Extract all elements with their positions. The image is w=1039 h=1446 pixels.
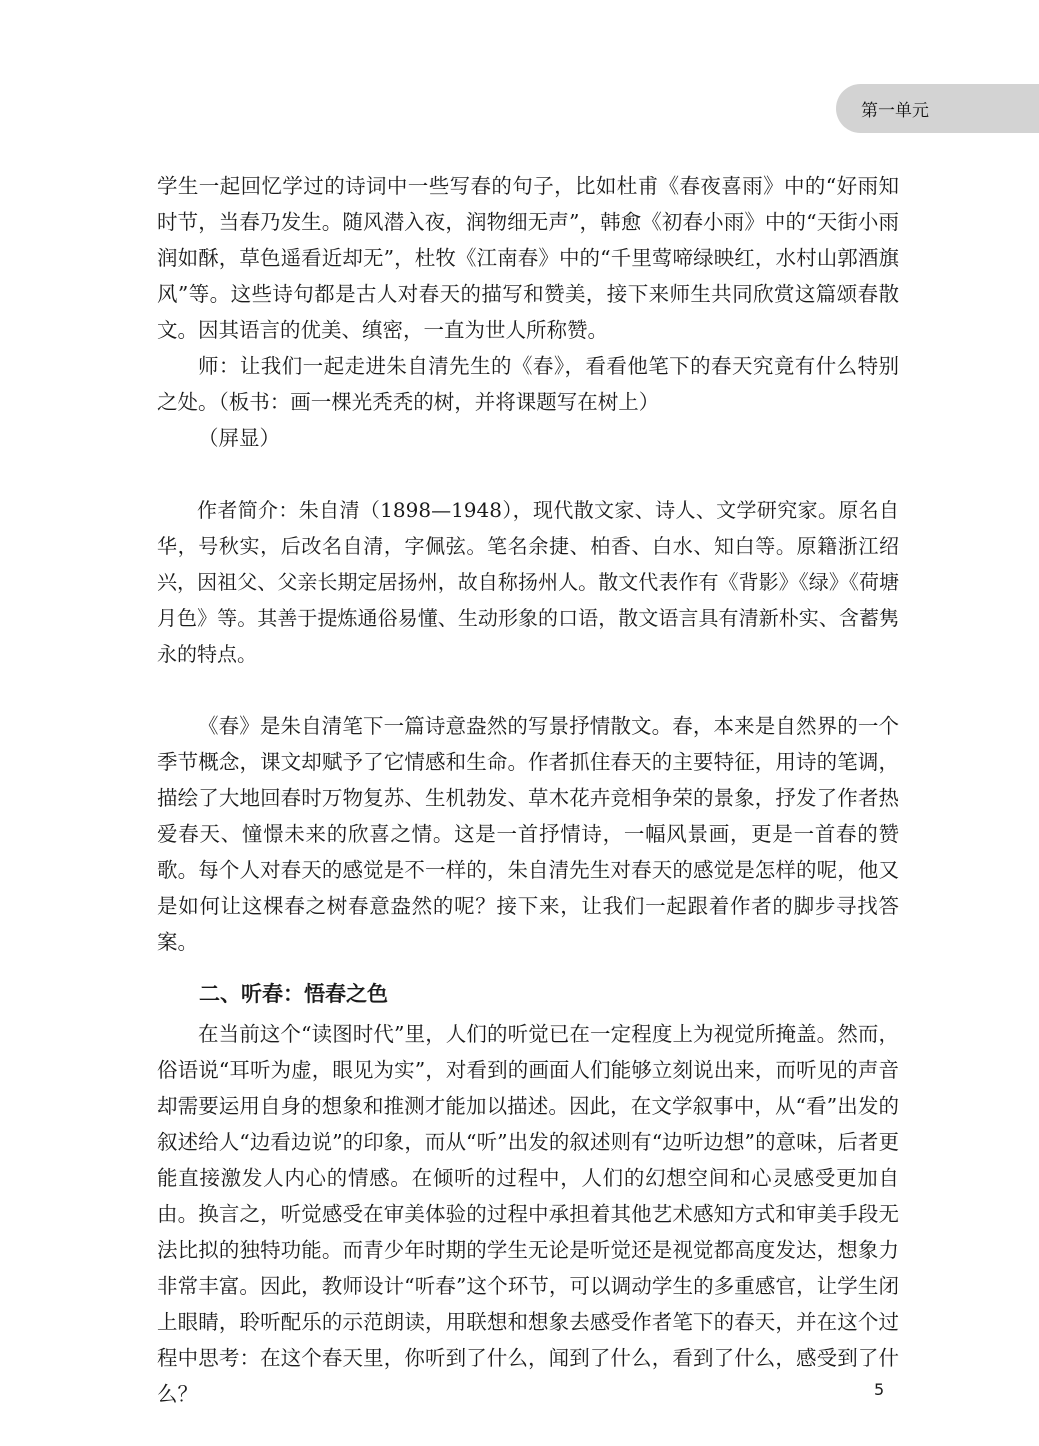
page-number: 5 [874, 1380, 885, 1399]
paragraph-listen-spring: 在当前这个“读图时代”里，人们的听觉已在一定程度上为视觉所掩盖。然而，俗语说“耳听为虚，眼见为实”，对看到的画面人们能够立刻说出来，而听见的声音却需要运用自身的想象和推测才能加以描述。因此，在文学叙事中，从“看”出发的叙述给人“边看边说”的印象，而从“听”出发的叙述则有“边听边想”的意味，后者更能直接激发人内心的情感。在倾听的过程中，人们的幻想空间和心灵感受更加自由。换言之，听觉感受在审美体验的过程中承担着其他艺术感知方式和审美手段无法比拟的独特功能。而青少年时期的学生无论是听觉还是视觉都高度发达，想象力非常丰富。因此，教师设计“听春”这个环节，可以调动学生的多重感官，让学生闭上眼睛，聆听配乐的示范朗读，用联想和想象去感受作者笔下的春天，并在这个过程中思考：在这个春天里，你听到了什么，闻到了什么，看到了什么，感受到了什么？ [157, 1022, 899, 1406]
spacer [157, 672, 899, 708]
page-content [157, 168, 899, 1412]
paragraph-spring-intro: 《春》是朱自清笔下一篇诗意盎然的写景抒情散文。春，本来是自然界的一个季节概念，课文却赋予了它情感和生命。作者抓住春天的主要特征，用诗的笔调，描绘了大地回春时万物复苏、生机勃发、草木花卉竞相争荣的景象，抒发了作者热爱春天、憧憬未来的欣喜之情。这是一首抒情诗，一幅风景画，更是一首春的赞歌。每个人对春天的感觉是不一样的，朱自清先生对春天的感觉是怎样的呢，他又是如何让这棵春之树春意盎然的呢？接下来，让我们一起跟着作者的脚步寻找答案。 [157, 714, 899, 954]
unit-tab [836, 84, 1039, 133]
author-intro: 作者简介：朱自清（1898—1948），现代散文家、诗人、文学研究家。原名自华，号秋实，后改名自清，字佩弦。笔名余捷、柏香、白水、知白等。原籍浙江绍兴，因祖父、父亲长期定居扬州，故自称扬州人。散文代表作有《背影》《绿》《荷塘月色》等。其善于提炼通俗易懂、生动形象的口语，散文语言具有清新朴实、含蓄隽永的特点。 [157, 498, 899, 666]
section-heading: 二、听春：悟春之色 [199, 982, 388, 1006]
paragraph-teacher-intro: 师：让我们一起走进朱自清先生的《春》，看看他笔下的春天究竟有什么特别之处。（板书：画一棵光秃秃的树，并将课题写在树上） [157, 354, 899, 414]
unit-tab-label: 第一单元 [861, 101, 929, 121]
paragraph-recall-poems: 学生一起回忆学过的诗词中一些写春的句子，比如杜甫《春夜喜雨》中的“好雨知时节，当春乃发生。随风潜入夜，润物细无声”，韩愈《初春小雨》中的“天街小雨润如酥，草色遥看近却无”，杜牧《江南春》中的“千里莺啼绿映红，水村山郭酒旗风”等。这些诗句都是古人对春天的描写和赞美，接下来师生共同欣赏这篇颂春散文。因其语言的优美、缜密，一直为世人所称赞。 [157, 174, 899, 342]
paragraph-screen-display: （屏显） [198, 426, 280, 450]
